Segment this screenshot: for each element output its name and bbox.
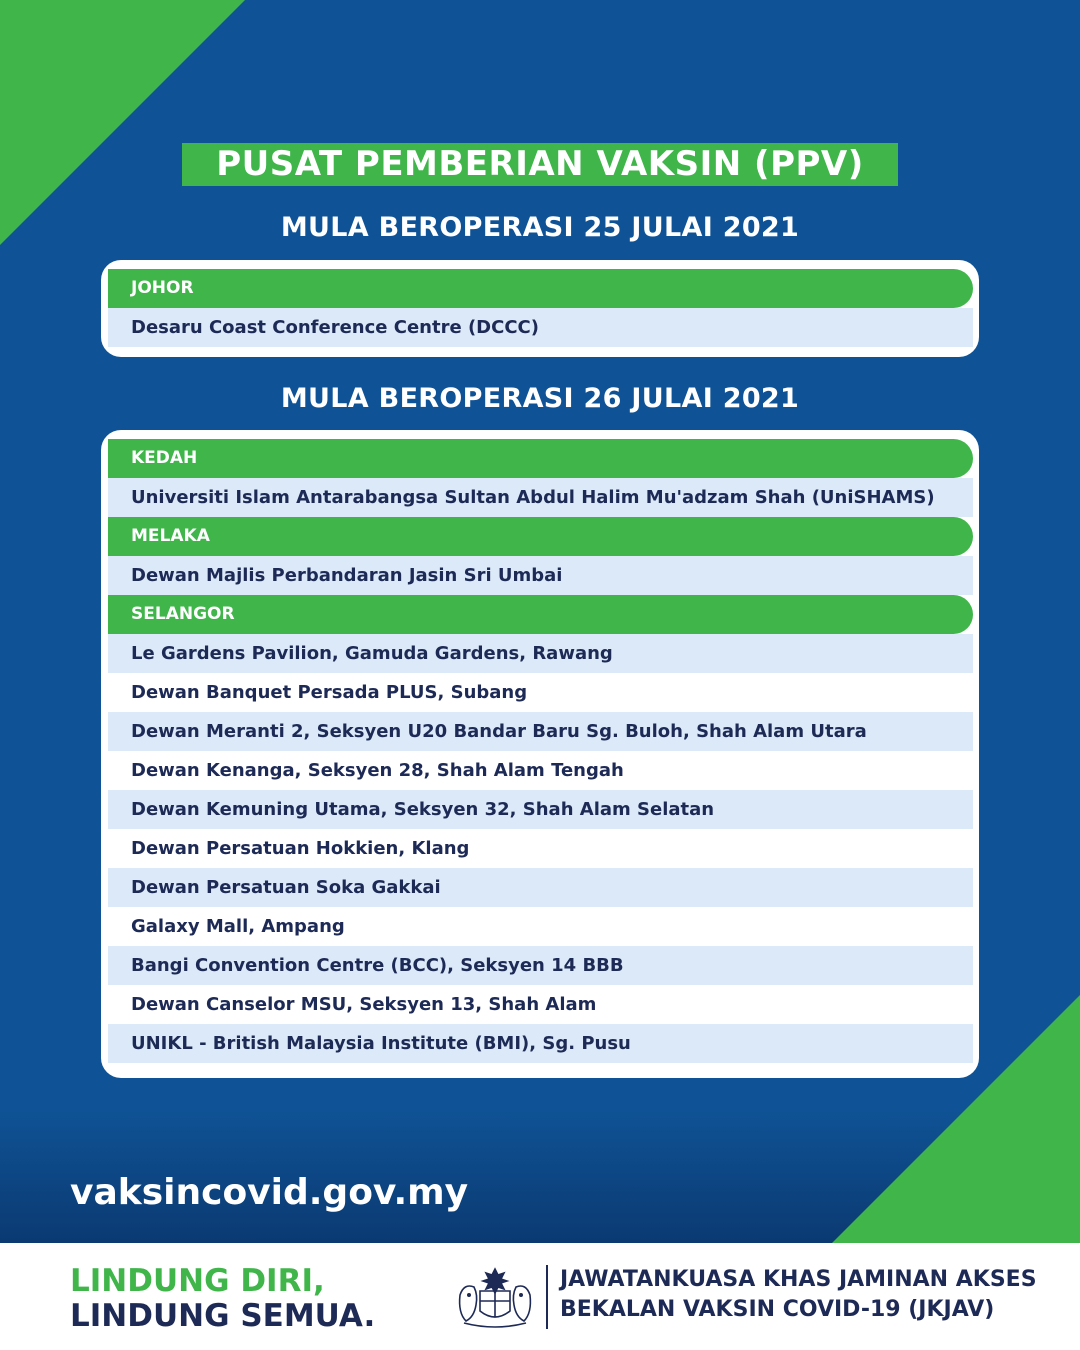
venue-row: Dewan Meranti 2, Seksyen U20 Bandar Baru Sg. Buloh, Shah Alam Utara <box>108 712 973 751</box>
state-header-kedah: KEDAH <box>108 439 973 478</box>
section-heading-25-july: MULA BEROPERASI 25 JULAI 2021 <box>280 212 800 243</box>
venue-row: UNIKL - British Malaysia Institute (BMI), Sg. Pusu <box>108 1024 973 1063</box>
section-heading-26-july: MULA BEROPERASI 26 JULAI 2021 <box>280 383 800 414</box>
venue-row: Desaru Coast Conference Centre (DCCC) <box>108 308 973 347</box>
venue-row: Dewan Banquet Persada PLUS, Subang <box>108 673 973 712</box>
state-header-selangor: SELANGOR <box>108 595 973 634</box>
slogan-line-1: LINDUNG DIRI, <box>70 1263 325 1299</box>
venue-row: Universiti Islam Antarabangsa Sultan Abdul Halim Mu'adzam Shah (UniSHAMS) <box>108 478 973 517</box>
slogan-line-2: LINDUNG SEMUA. <box>70 1298 376 1334</box>
venue-row: Dewan Canselor MSU, Seksyen 13, Shah Alam <box>108 985 973 1024</box>
venue-row: Dewan Kenanga, Seksyen 28, Shah Alam Tengah <box>108 751 973 790</box>
venue-row: Galaxy Mall, Ampang <box>108 907 973 946</box>
malaysia-coat-of-arms-icon <box>450 1265 540 1331</box>
state-header-johor: JOHOR <box>108 269 973 308</box>
state-header-melaka: MELAKA <box>108 517 973 556</box>
page-title: PUSAT PEMBERIAN VAKSIN (PPV) <box>182 143 898 186</box>
venue-row: Dewan Persatuan Hokkien, Klang <box>108 829 973 868</box>
organization-line-2: BEKALAN VAKSIN COVID-19 (JKJAV) <box>560 1297 995 1322</box>
website-url[interactable]: vaksincovid.gov.my <box>70 1172 469 1213</box>
venue-row: Dewan Majlis Perbandaran Jasin Sri Umbai <box>108 556 973 595</box>
organization-name <box>560 1265 1037 1325</box>
slogan <box>70 1264 375 1334</box>
venue-row: Bangi Convention Centre (BCC), Seksyen 14 BBB <box>108 946 973 985</box>
venue-row: Dewan Persatuan Soka Gakkai <box>108 868 973 907</box>
venue-card-25-july <box>101 260 979 357</box>
green-corner-top-left <box>0 0 245 245</box>
venue-row: Dewan Kemuning Utama, Seksyen 32, Shah Alam Selatan <box>108 790 973 829</box>
footer <box>0 1243 1080 1350</box>
venue-row: Le Gardens Pavilion, Gamuda Gardens, Rawang <box>108 634 973 673</box>
organization-line-1: JAWATANKUASA KHAS JAMINAN AKSES <box>560 1267 1037 1292</box>
footer-divider <box>546 1265 548 1329</box>
venue-card-26-july <box>101 430 979 1078</box>
